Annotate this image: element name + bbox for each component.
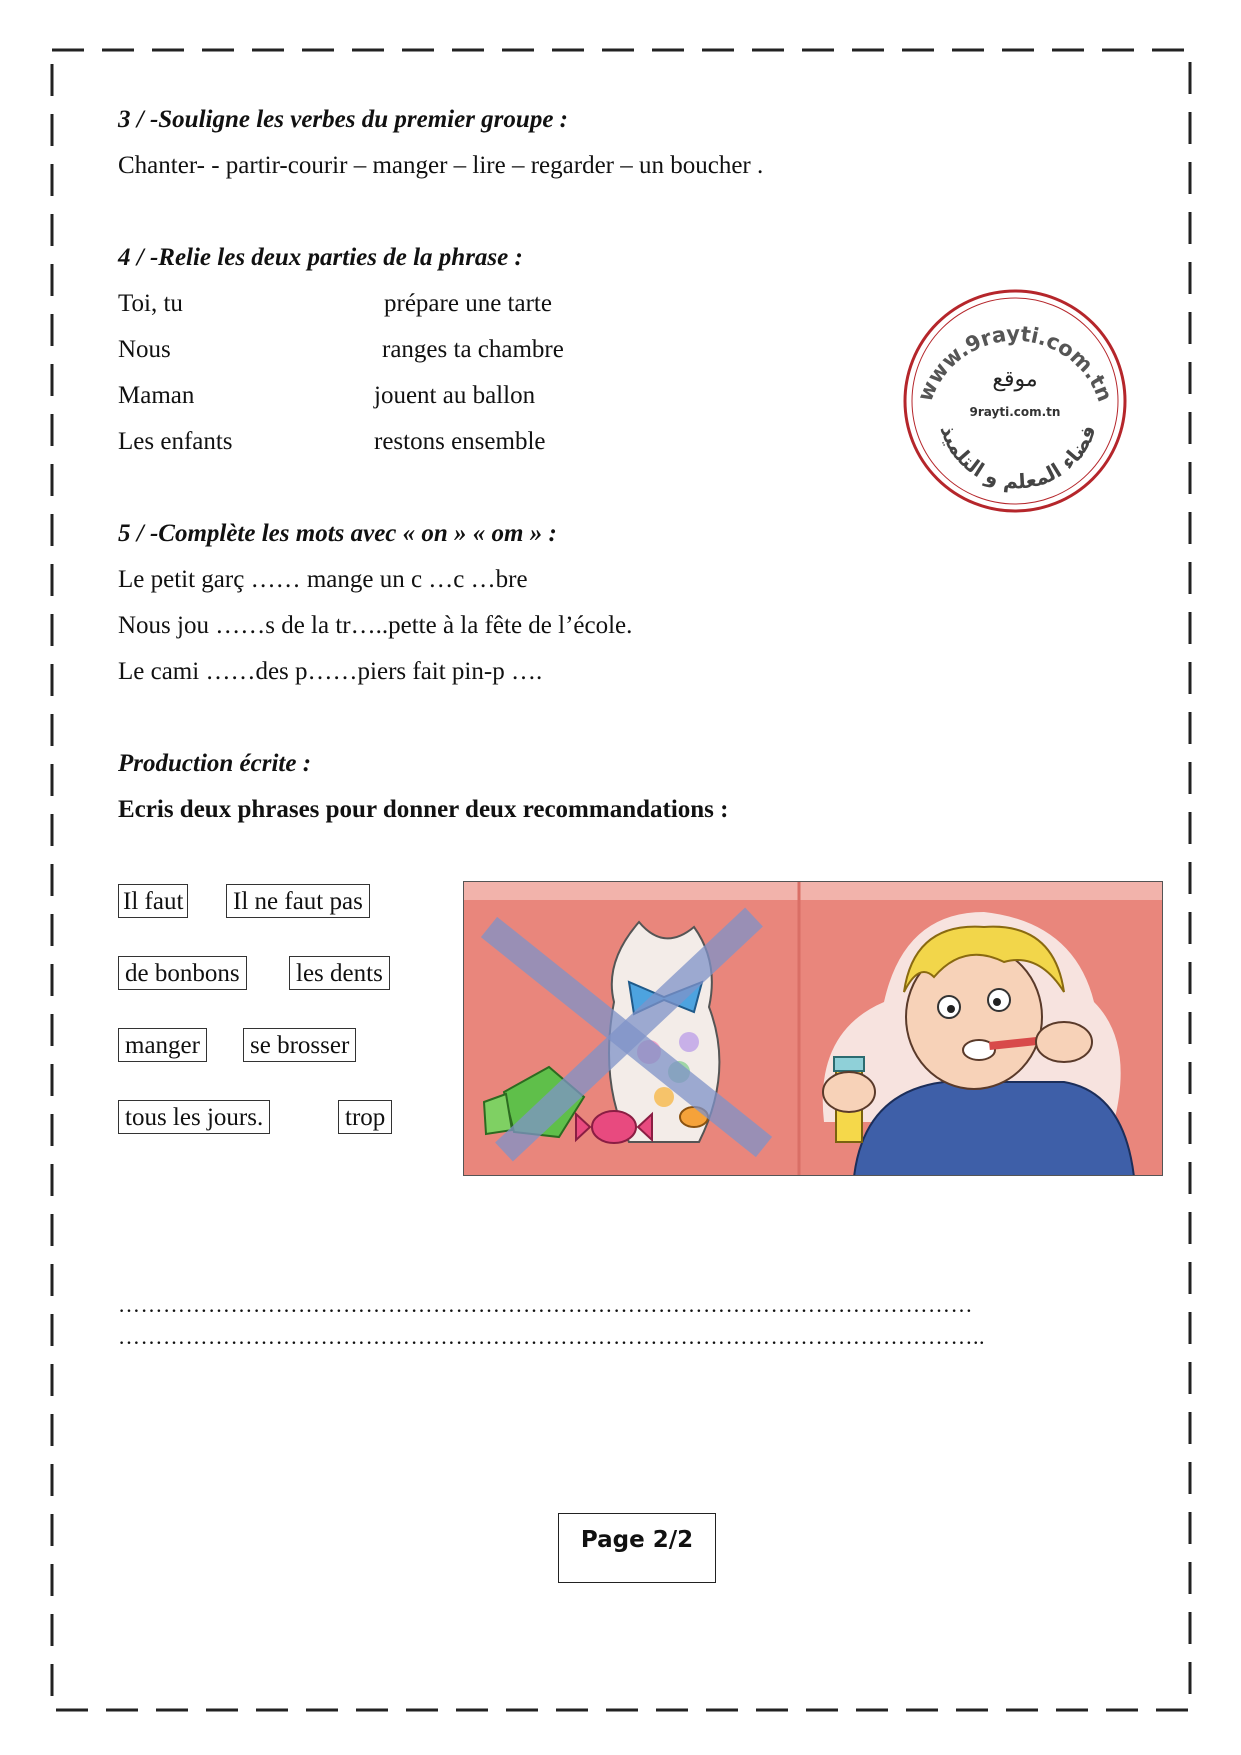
word-box: les dents (289, 956, 390, 990)
match-right-item: ranges ta chambre (382, 336, 564, 363)
word-box: manger (118, 1028, 207, 1062)
answer-line: …………………………………………………………………………………………………….. (118, 1324, 985, 1349)
page-number-box (558, 1513, 716, 1583)
production-title: Production écrite : (118, 750, 312, 777)
illustration-candy-and-toothbrushing (463, 881, 1163, 1176)
word-box: trop (338, 1100, 392, 1134)
match-right-item: prépare une tarte (384, 290, 552, 317)
word-box: se brosser (243, 1028, 356, 1062)
word-box: de bonbons (118, 956, 247, 990)
production-instruction: Ecris deux phrases pour donner deux recommandations : (118, 796, 729, 823)
match-left-item: Nous (118, 336, 171, 363)
match-left-item: Maman (118, 382, 195, 409)
exercise-3-words: Chanter- - partir-courir – manger – lire – regarder – un boucher . (118, 152, 764, 179)
page-number: Page 2/2 (580, 1527, 694, 1553)
match-left-item: Les enfants (118, 428, 233, 455)
answer-line: …………………………………………………………………………………………………… (118, 1292, 973, 1317)
word-box: tous les jours. (118, 1100, 270, 1134)
fill-in-line: Le cami ……des p……piers fait pin-p …. (118, 658, 543, 685)
exercise-5-title: 5 / -Complète les mots avec « on » « om » : (118, 520, 557, 547)
word-box: Il ne faut pas (226, 884, 370, 918)
stamp-arabic-top: موقع (992, 367, 1038, 392)
match-left-item: Toi, tu (118, 290, 183, 317)
website-stamp (900, 286, 1130, 516)
exercise-3-title: 3 / -Souligne les verbes du premier groupe : (118, 106, 568, 133)
exercise-4-title: 4 / -Relie les deux parties de la phrase : (118, 244, 523, 271)
stamp-domain: 9rayti.com.tn (969, 405, 1061, 419)
word-box: Il faut (118, 884, 188, 918)
stamp-url: www.9rayti.com.tn (912, 321, 1118, 405)
match-right-item: restons ensemble (374, 428, 546, 455)
stamp-arabic-bottom: فضاء المعلم و التلميذ (935, 421, 1101, 494)
match-right-item: jouent au ballon (374, 382, 536, 409)
fill-in-line: Nous jou ……s de la tr…..pette à la fête de l’école. (118, 612, 633, 639)
fill-in-line: Le petit garç …… mange un c …c …bre (118, 566, 528, 593)
illustration-drawing (464, 882, 1163, 1176)
